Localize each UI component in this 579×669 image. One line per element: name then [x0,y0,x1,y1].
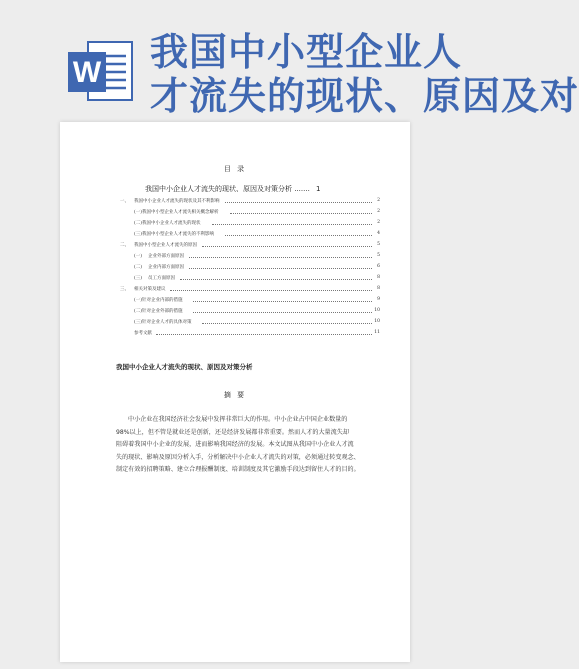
abstract-line: 98%以上，但不管是就业还是创新，还是经济发展都非常重要。然而人才的大量流失却 [116,428,349,436]
toc-dot-leader [225,202,372,203]
abstract-line: 中小企业在我国经济社会发展中发挥非常巨大的作用。中小企业占中国企业数量的 [128,416,348,423]
toc-entry-text: 企业外部方面原因 [148,254,184,259]
toc-entry-number: (三) [134,276,143,281]
toc-entry-page: 11 [374,330,380,335]
toc-entry[interactable] [118,284,380,295]
toc-dot-leader [202,246,372,247]
toc-entry-page: 8 [377,275,380,280]
toc-entry[interactable] [118,218,380,229]
toc-entry-page: 8 [377,286,380,291]
word-icon-letter: W [72,56,102,89]
toc-entry[interactable] [118,240,380,251]
toc-entry-page: 5 [377,253,380,258]
toc-entry[interactable] [118,306,380,317]
toc-dot-leader [193,301,372,302]
header-banner [0,0,579,120]
toc-entry-page: 5 [377,242,380,247]
toc-entry[interactable] [118,262,380,273]
abstract-line: 阻碍着我国中小企业的发展，进而影响我国经济的发展。本文试图从我国中小企业人才流 [116,441,354,448]
toc-entry-page: 10 [374,319,380,324]
toc-entry[interactable] [118,295,380,306]
toc-dot-leader [212,224,372,225]
toc-entry-text: (二)我国中小企业人才流失的现状 [134,221,201,226]
toc-entry-text: (三)我国中小型企业人才流失的不利影响 [134,232,215,237]
toc-entry[interactable] [118,207,380,218]
toc-main-text: 我国中小企业人才流失的现状、原因及对策分析 ....... [145,185,310,193]
banner-title-line-1: 我国中小型企业人 [150,30,463,74]
abstract-body [116,414,366,477]
abstract-line: 制定有效的招聘策略、建立合理报酬制度、培训制度及其它激励手段达到留住人才的目的。 [116,466,360,473]
toc-entry-text: (一)针对企业内部的措施 [134,298,183,303]
toc-entry-text: (一)我国中小型企业人才流失相关概念解析 [134,210,219,215]
toc-dot-leader [193,312,372,313]
toc-entry-text: 员工方面原因 [148,276,175,281]
toc-dot-leader [189,257,372,258]
abstract-line: 失的现状、影响及原因分析入手，分析解决中小企业人才流失的对策，必须通过转变观念、 [116,453,360,461]
toc-entry[interactable] [118,328,380,339]
toc-entry-page: 6 [377,264,380,269]
toc-entry-number: (一) [134,254,143,259]
toc-entry-page: 2 [377,220,380,225]
toc-entry-text: (三)针对企业人才的具体对策 [134,320,192,325]
toc-main-entry[interactable] [145,184,365,194]
banner-title [150,30,579,118]
toc-entry-number: (二) [134,265,143,270]
table-of-contents [118,196,380,339]
toc-entry-page: 9 [377,297,380,302]
toc-entry-text: 企业内部方面原因 [148,265,184,270]
toc-main-page: 1 [316,185,321,193]
toc-entry-number: 二、 [120,243,129,248]
toc-entry-page: 4 [377,231,380,236]
toc-entry-text: 我国中小型企业人才流失的原因 [134,243,197,248]
toc-entry[interactable] [118,229,380,240]
toc-entry-page: 2 [377,198,380,203]
toc-entry-number: 一、 [120,199,129,204]
toc-dot-leader [202,323,372,324]
body-heading: 我国中小企业人才流失的现状、原因及对策分析 [116,363,253,371]
toc-title: 目 录 [223,165,247,173]
toc-entry[interactable] [118,251,380,262]
banner-title-line-2: 才流失的现状、原因及对 [150,74,579,118]
toc-dot-leader [189,268,372,269]
toc-entry-page: 2 [377,209,380,214]
document-page [60,122,410,662]
toc-entry-page: 10 [374,308,380,313]
toc-dot-leader [225,235,372,236]
toc-dot-leader [156,334,372,335]
toc-entry-text: 相关对策及建议 [134,287,166,292]
toc-entry[interactable] [118,196,380,207]
toc-entry[interactable] [118,317,380,328]
word-document-icon [66,40,136,102]
toc-dot-leader [230,213,372,214]
toc-entry-text: 参考文献 [134,331,152,336]
toc-entry-text: 我国中小企业人才流失的现状及其不利影响 [134,199,220,204]
toc-entry-number: 三、 [120,287,129,292]
abstract-title: 摘 要 [223,391,247,399]
toc-entry[interactable] [118,273,380,284]
toc-entry-text: (二)针对企业外部的措施 [134,309,183,314]
toc-dot-leader [180,279,372,280]
toc-dot-leader [170,290,372,291]
